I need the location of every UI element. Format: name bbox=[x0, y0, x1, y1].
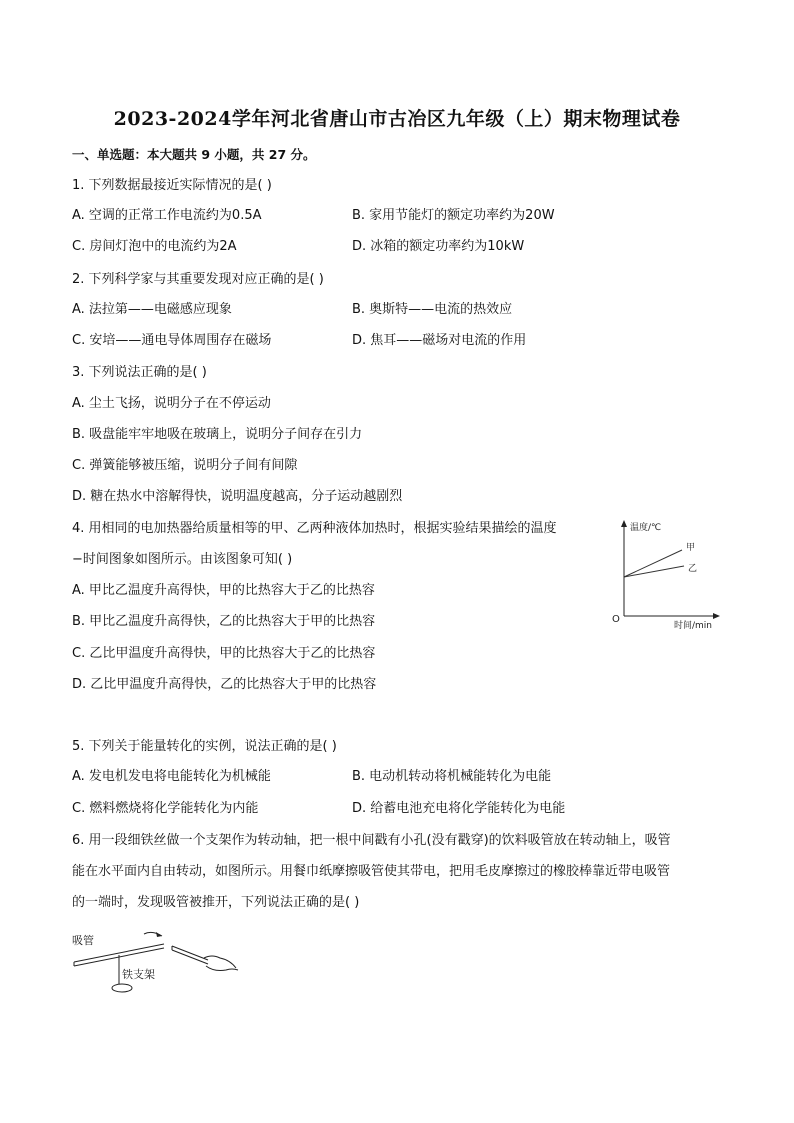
question-6-stem-line2: 能在水平面内自由转动，如图所示。用餐巾纸摩擦吸管使其带电，把用毛皮摩擦过的橡胶棒靠近带电吸管 bbox=[72, 864, 671, 879]
question-2-option-d: D. 焦耳——磁场对电流的作用 bbox=[352, 333, 527, 348]
straw-stand-figure bbox=[68, 924, 248, 1004]
question-3-stem: 3. 下列说法正确的是( ) bbox=[72, 365, 207, 380]
question-6-stem-line3: 的一端时，发现吸管被推开，下列说法正确的是( ) bbox=[72, 895, 360, 910]
y-axis-label: 温度/℃ bbox=[630, 523, 662, 533]
question-4-stem-line1: 4. 用相同的电加热器给质量相等的甲、乙两种液体加热时，根据实验结果描绘的温度 bbox=[72, 521, 557, 536]
line-label-jia: 甲 bbox=[686, 543, 696, 553]
question-4-stem-line2: −时间图象如图所示。由该图象可知( ) bbox=[72, 552, 293, 567]
origin-label: O bbox=[612, 614, 620, 625]
question-5-option-b: B. 电动机转动将机械能转化为电能 bbox=[352, 769, 552, 784]
question-5-option-c: C. 燃料燃烧将化学能转化为内能 bbox=[72, 801, 259, 816]
question-2-stem: 2. 下列科学家与其重要发现对应正确的是( ) bbox=[72, 272, 324, 287]
stand-label: 铁支架 bbox=[122, 968, 155, 981]
question-3-option-b: B. 吸盘能牢牢地吸在玻璃上，说明分子间存在引力 bbox=[72, 427, 363, 442]
question-3-option-d: D. 糖在热水中溶解得快，说明温度越高，分子运动越剧烈 bbox=[72, 489, 403, 504]
question-5-option-a: A. 发电机发电将电能转化为机械能 bbox=[72, 769, 271, 784]
graph-line-jia bbox=[624, 550, 682, 577]
question-1-stem: 1. 下列数据最接近实际情况的是( ) bbox=[72, 178, 272, 193]
question-2-option-c: C. 安培——通电导体周围存在磁场 bbox=[72, 333, 272, 348]
line-label-yi: 乙 bbox=[688, 564, 698, 574]
question-4-option-c: C. 乙比甲温度升高得快，甲的比热容大于乙的比热容 bbox=[72, 646, 376, 661]
question-3-option-a: A. 尘土飞扬，说明分子在不停运动 bbox=[72, 396, 271, 411]
question-4-option-b: B. 甲比乙温度升高得快，乙的比热容大于甲的比热容 bbox=[72, 614, 376, 629]
question-2-option-b: B. 奥斯特——电流的热效应 bbox=[352, 302, 513, 317]
question-2-option-a: A. 法拉第——电磁感应现象 bbox=[72, 302, 232, 317]
rubber-rod bbox=[172, 946, 208, 960]
page-title: 2023-2024学年河北省唐山市古冶区九年级（上）期末物理试卷 bbox=[113, 108, 681, 130]
question-5-stem: 5. 下列关于能量转化的实例，说法正确的是( ) bbox=[72, 739, 337, 754]
section-heading: 一、单选题：本大题共 9 小题，共 27 分。 bbox=[72, 147, 316, 162]
question-4-option-a: A. 甲比乙温度升高得快，甲的比热容大于乙的比热容 bbox=[72, 583, 375, 598]
x-axis-label: 时间/min bbox=[674, 621, 713, 631]
question-1-option-c: C. 房间灯泡中的电流约为2A bbox=[72, 239, 237, 254]
question-3-option-c: C. 弹簧能够被压缩，说明分子间有间隙 bbox=[72, 458, 298, 473]
temperature-time-graph bbox=[606, 516, 730, 634]
iron-stand-base bbox=[112, 984, 132, 992]
question-1-option-a: A. 空调的正常工作电流约为0.5A bbox=[72, 208, 262, 223]
y-axis-arrow-icon bbox=[621, 520, 627, 527]
question-5-option-d: D. 给蓄电池充电将化学能转化为电能 bbox=[352, 801, 566, 816]
hand-icon bbox=[204, 956, 238, 971]
straw-label: 吸管 bbox=[72, 934, 94, 947]
graph-line-yi bbox=[624, 566, 684, 577]
question-6-stem-line1: 6. 用一段细铁丝做一个支架作为转动轴，把一根中间戳有小孔(没有戳穿)的饮料吸管放在转动轴上，吸管 bbox=[72, 833, 671, 848]
question-1-option-d: D. 冰箱的额定功率约为10kW bbox=[352, 239, 525, 254]
question-4-option-d: D. 乙比甲温度升高得快，乙的比热容大于甲的比热容 bbox=[72, 677, 377, 692]
x-axis-arrow-icon bbox=[713, 613, 720, 619]
question-1-option-b: B. 家用节能灯的额定功率约为20W bbox=[352, 208, 555, 223]
